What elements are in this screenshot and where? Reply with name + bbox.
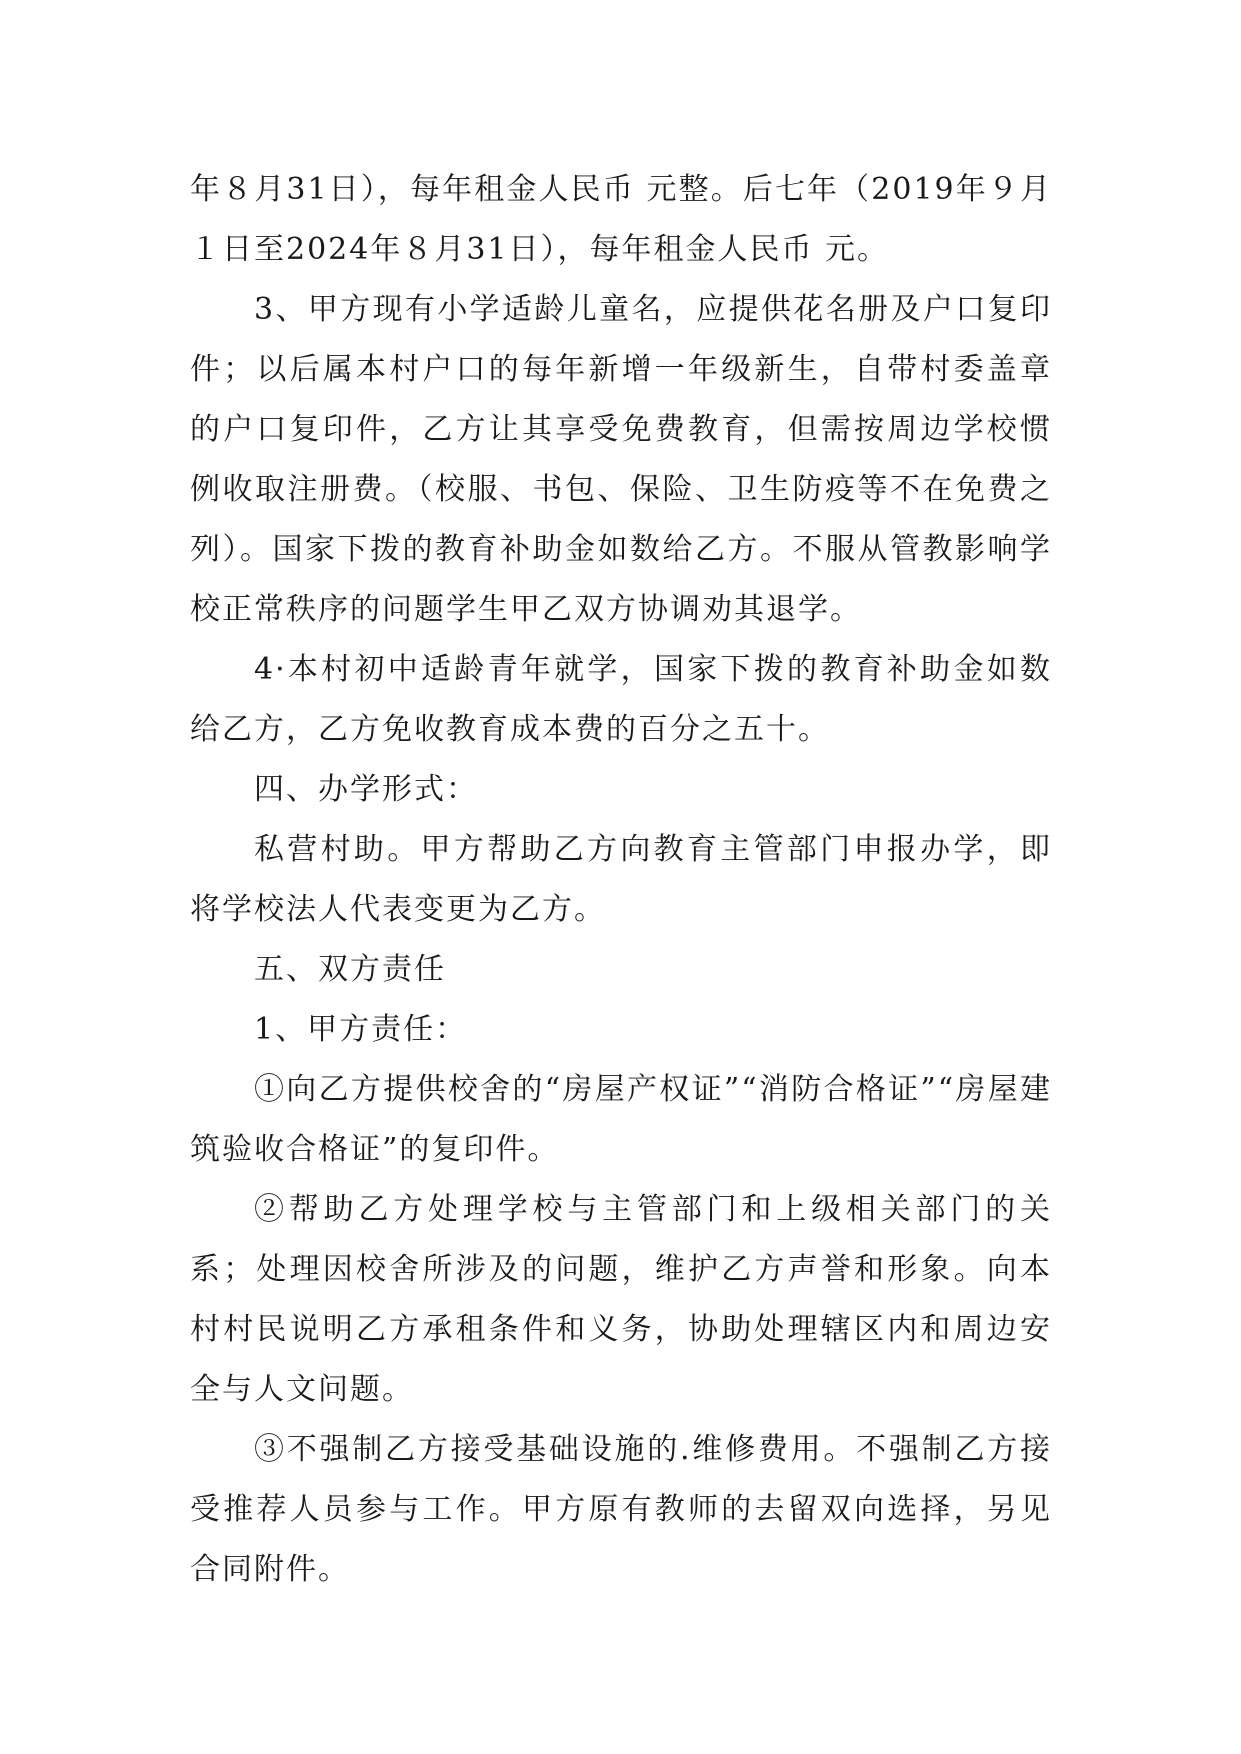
paragraph-item-1: ①向乙方提供校舍的“房屋产权证”“消防合格证”“房屋建筑验收合格证”的复印件。 (190, 1072, 1052, 1167)
section-heading-school-form: 四、办学形式： (254, 772, 478, 807)
section-heading-responsibilities: 五、双方责任 (254, 952, 446, 987)
paragraph-item-3: ③不强制乙方接受基础设施的.维修费用。不强制乙方接受推荐人员参与工作。甲方原有教师的去留双向选择，另见合同附件。 (190, 1432, 1052, 1587)
document-body (190, 160, 1052, 1600)
paragraph-rent-terms: 年８月31日），每年租金人民币 元整。后七年（2019年９月１日至2024年８月31日），每年租金人民币 元。 (190, 172, 1052, 267)
paragraph-junior-students: 4·本村初中适龄青年就学，国家下拨的教育补助金如数给乙方，乙方免收教育成本费的百分之五十。 (190, 652, 1052, 747)
paragraph-school-form: 私营村助。甲方帮助乙方向教育主管部门申报办学，即将学校法人代表变更为乙方。 (190, 832, 1052, 927)
paragraph-primary-students: 3、甲方现有小学适龄儿童名，应提供花名册及户口复印件；以后属本村户口的每年新增一年级新生，自带村委盖章的户口复印件，乙方让其享受免费教育，但需按周边学校惯例收取注册费。（校服、书包、保险、卫生防疫等不在免费之列）。国家下拨的教育补助金如数给乙方。不服从管教影响学校正常秩序的问题学生甲乙双方协调劝其退学。 (190, 292, 1052, 627)
paragraph-item-2: ②帮助乙方处理学校与主管部门和上级相关部门的关系；处理因校舍所涉及的问题，维护乙方声誉和形象。向本村村民说明乙方承租条件和义务，协助处理辖区内和周边安全与人文问题。 (190, 1192, 1052, 1407)
subheading-party-a-responsibilities: 1、甲方责任： (254, 1012, 468, 1047)
